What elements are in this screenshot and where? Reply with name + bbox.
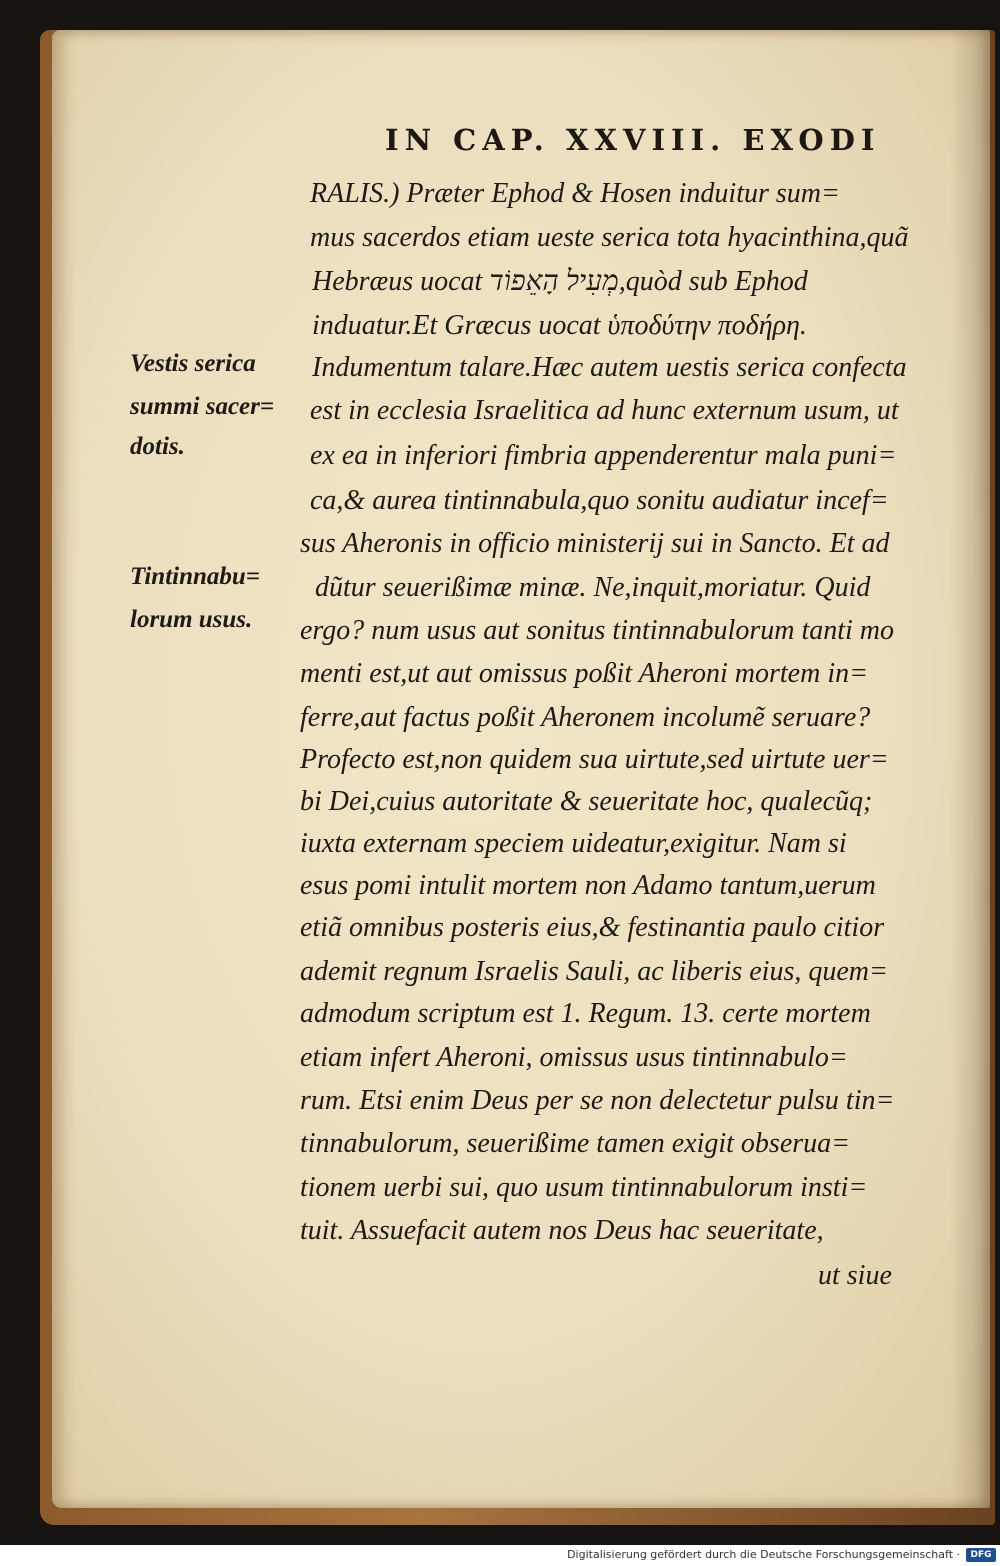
text-line-content: etiã omnibus posteris eius,& festinantia paulo citior	[300, 912, 885, 943]
text-line-content: dũtur seuerißimæ minæ. Ne,inquit,moriatur. Quid	[315, 572, 871, 603]
text-line-content: est in ecclesia Israelitica ad hunc externum usum, ut	[310, 395, 899, 426]
text-line-content: mus sacerdos etiam ueste serica tota hyacinthina,quã	[310, 222, 909, 253]
text-line-content: ademit regnum Israelis Sauli, ac liberis eius, quem=	[300, 956, 888, 987]
text-line-content: ex ea in inferiori fimbria appenderentur mala puni=	[310, 440, 897, 471]
text-line-content: etiam infert Aheroni, omissus usus tintinnabulo=	[300, 1042, 848, 1073]
dfg-logo: DFG	[966, 1548, 996, 1562]
marginal-note: Vestis serica	[130, 350, 256, 377]
text-line	[0, 1215, 940, 1259]
text-line	[0, 744, 940, 788]
text-line-content: sus Aheronis in officio ministerij sui in Sancto. Et ad	[300, 528, 890, 559]
text-line-content: tinnabulorum, seuerißime tamen exigit obserua=	[300, 1128, 851, 1159]
text-line-content: ergo? num usus aut sonitus tintinnabulorum tanti mo	[300, 615, 895, 646]
text-line-content: rum. Etsi enim Deus per se non delectetur pulsu tin=	[300, 1085, 895, 1116]
digitization-footer	[0, 1545, 1000, 1566]
text-line	[0, 485, 940, 529]
text-line-content: iuxta externam speciem uideatur,exigitur. Nam si	[300, 828, 847, 859]
text-line-content: Indumentum talare.Hæc autem uestis serica confecta	[312, 352, 907, 383]
text-line	[0, 786, 940, 830]
text-line-content: admodum scriptum est 1. Regum. 13. certe mortem	[300, 998, 871, 1029]
text-line-content: ferre,aut factus poßit Aheronem incolumẽ seruare?	[300, 702, 871, 733]
text-line-content: RALIS.) Præter Ephod & Hosen induitur sum=	[310, 178, 840, 209]
marginal-note: Tintinnabu=	[130, 563, 261, 590]
page-gutter-shadow	[950, 30, 990, 1508]
text-line	[0, 658, 940, 702]
text-line-content: ca,& aurea tintinnabula,quo sonitu audiatur incef=	[310, 485, 889, 516]
text-line-content: bi Dei,cuius autoritate & seueritate hoc, qualecũq;	[300, 786, 873, 817]
text-line	[0, 222, 940, 266]
text-line-content: ut siue	[818, 1260, 892, 1291]
text-line	[0, 266, 940, 310]
text-line	[0, 912, 940, 956]
text-line	[0, 870, 940, 914]
text-line	[0, 1085, 940, 1129]
text-line	[0, 1260, 940, 1304]
text-line-content: esus pomi intulit mortem non Adamo tantum,uerum	[300, 870, 876, 901]
funding-credit: Digitalisierung gefördert durch die Deutsche Forschungsgemeinschaft ·	[567, 1548, 960, 1561]
text-line-content: tionem uerbi sui, quo usum tintinnabulorum insti=	[300, 1172, 868, 1203]
text-line	[0, 828, 940, 872]
marginal-note: summi sacer=	[130, 393, 275, 420]
text-line-content: Profecto est,non quidem sua uirtute,sed uirtute uer=	[300, 744, 889, 775]
text-line-content: induatur.Et Græcus uocat ὑποδύτην ποδήρη.	[312, 310, 807, 341]
text-line	[0, 998, 940, 1042]
text-line-content: menti est,ut aut omissus poßit Aheroni mortem in=	[300, 658, 868, 689]
running-head: IN CAP. XXVIII. EXODI	[385, 123, 881, 157]
text-line	[0, 702, 940, 746]
text-line-content: tuit. Assuefacit autem nos Deus hac seueritate,	[300, 1215, 824, 1246]
text-line	[0, 956, 940, 1000]
text-line	[0, 1042, 940, 1086]
marginal-note: dotis.	[130, 433, 185, 460]
text-line	[0, 1172, 940, 1216]
text-line	[0, 1128, 940, 1172]
text-line-content: Hebræus uocat מְעִיל הָאֵפוֹד,quòd sub Ephod	[312, 266, 808, 297]
marginal-note: lorum usus.	[130, 606, 253, 633]
text-line	[0, 178, 940, 222]
